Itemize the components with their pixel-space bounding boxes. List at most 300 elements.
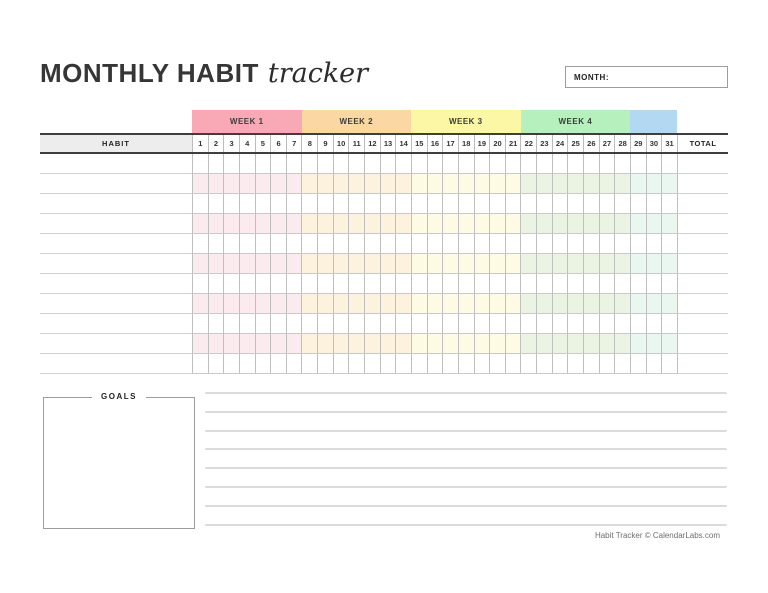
- day-cell-31[interactable]: [661, 174, 677, 194]
- day-cell-26[interactable]: [583, 354, 599, 374]
- notes-line[interactable]: [205, 486, 727, 488]
- day-cell-18[interactable]: [458, 354, 474, 374]
- day-cell-26[interactable]: [583, 314, 599, 334]
- day-cell-3[interactable]: [223, 274, 239, 294]
- day-cell-23[interactable]: [536, 294, 552, 314]
- day-cell-31[interactable]: [661, 274, 677, 294]
- day-cell-4[interactable]: [239, 154, 255, 174]
- day-cell-3[interactable]: [223, 214, 239, 234]
- day-cell-14[interactable]: [395, 254, 411, 274]
- day-cell-4[interactable]: [239, 194, 255, 214]
- day-cell-12[interactable]: [364, 174, 380, 194]
- day-cell-3[interactable]: [223, 234, 239, 254]
- day-cell-10[interactable]: [333, 314, 349, 334]
- day-cell-31[interactable]: [661, 314, 677, 334]
- day-cell-28[interactable]: [614, 274, 630, 294]
- notes-line[interactable]: [205, 505, 727, 507]
- day-cell-16[interactable]: [427, 294, 443, 314]
- day-cell-4[interactable]: [239, 354, 255, 374]
- day-cell-15[interactable]: [411, 214, 427, 234]
- day-cell-12[interactable]: [364, 334, 380, 354]
- day-cell-19[interactable]: [474, 174, 490, 194]
- day-cell-6[interactable]: [270, 154, 286, 174]
- day-cell-25[interactable]: [567, 174, 583, 194]
- day-cell-24[interactable]: [552, 354, 568, 374]
- day-cell-24[interactable]: [552, 194, 568, 214]
- habit-name-cell[interactable]: [40, 274, 192, 294]
- goals-box[interactable]: [43, 392, 195, 529]
- day-cell-17[interactable]: [442, 294, 458, 314]
- day-cell-7[interactable]: [286, 314, 302, 334]
- day-cell-28[interactable]: [614, 234, 630, 254]
- day-cell-4[interactable]: [239, 274, 255, 294]
- day-cell-5[interactable]: [255, 214, 271, 234]
- day-cell-16[interactable]: [427, 314, 443, 334]
- day-cell-21[interactable]: [505, 354, 521, 374]
- day-cell-3[interactable]: [223, 354, 239, 374]
- day-cell-24[interactable]: [552, 174, 568, 194]
- day-cell-7[interactable]: [286, 254, 302, 274]
- day-cell-19[interactable]: [474, 254, 490, 274]
- day-cell-16[interactable]: [427, 174, 443, 194]
- day-cell-26[interactable]: [583, 254, 599, 274]
- day-cell-20[interactable]: [489, 234, 505, 254]
- day-cell-11[interactable]: [348, 294, 364, 314]
- day-cell-29[interactable]: [630, 314, 646, 334]
- day-cell-17[interactable]: [442, 334, 458, 354]
- day-cell-18[interactable]: [458, 334, 474, 354]
- total-cell[interactable]: [677, 194, 728, 214]
- total-cell[interactable]: [677, 174, 728, 194]
- day-cell-14[interactable]: [395, 194, 411, 214]
- day-cell-22[interactable]: [520, 274, 536, 294]
- day-cell-21[interactable]: [505, 294, 521, 314]
- day-cell-20[interactable]: [489, 354, 505, 374]
- day-cell-8[interactable]: [301, 274, 317, 294]
- day-cell-11[interactable]: [348, 174, 364, 194]
- day-cell-3[interactable]: [223, 174, 239, 194]
- day-cell-9[interactable]: [317, 314, 333, 334]
- total-cell[interactable]: [677, 214, 728, 234]
- day-cell-20[interactable]: [489, 334, 505, 354]
- day-cell-1[interactable]: [192, 214, 208, 234]
- day-cell-26[interactable]: [583, 234, 599, 254]
- notes-line[interactable]: [205, 524, 727, 526]
- day-cell-6[interactable]: [270, 354, 286, 374]
- notes-line[interactable]: [205, 448, 727, 450]
- day-cell-18[interactable]: [458, 274, 474, 294]
- day-cell-19[interactable]: [474, 194, 490, 214]
- day-cell-1[interactable]: [192, 294, 208, 314]
- day-cell-13[interactable]: [380, 234, 396, 254]
- notes-line[interactable]: [205, 392, 727, 394]
- day-cell-2[interactable]: [208, 274, 224, 294]
- day-cell-19[interactable]: [474, 334, 490, 354]
- day-cell-25[interactable]: [567, 254, 583, 274]
- day-cell-17[interactable]: [442, 214, 458, 234]
- day-cell-3[interactable]: [223, 294, 239, 314]
- day-cell-13[interactable]: [380, 314, 396, 334]
- day-cell-22[interactable]: [520, 334, 536, 354]
- day-cell-5[interactable]: [255, 314, 271, 334]
- day-cell-16[interactable]: [427, 234, 443, 254]
- day-cell-17[interactable]: [442, 194, 458, 214]
- day-cell-7[interactable]: [286, 234, 302, 254]
- day-cell-27[interactable]: [599, 334, 615, 354]
- day-cell-16[interactable]: [427, 334, 443, 354]
- day-cell-5[interactable]: [255, 194, 271, 214]
- day-cell-3[interactable]: [223, 314, 239, 334]
- day-cell-29[interactable]: [630, 194, 646, 214]
- day-cell-14[interactable]: [395, 314, 411, 334]
- day-cell-1[interactable]: [192, 354, 208, 374]
- day-cell-26[interactable]: [583, 194, 599, 214]
- day-cell-7[interactable]: [286, 334, 302, 354]
- day-cell-15[interactable]: [411, 314, 427, 334]
- day-cell-19[interactable]: [474, 274, 490, 294]
- day-cell-16[interactable]: [427, 354, 443, 374]
- day-cell-7[interactable]: [286, 354, 302, 374]
- day-cell-11[interactable]: [348, 194, 364, 214]
- day-cell-26[interactable]: [583, 154, 599, 174]
- notes-line[interactable]: [205, 467, 727, 469]
- habit-name-cell[interactable]: [40, 174, 192, 194]
- habit-name-cell[interactable]: [40, 194, 192, 214]
- day-cell-12[interactable]: [364, 274, 380, 294]
- day-cell-30[interactable]: [646, 154, 662, 174]
- day-cell-29[interactable]: [630, 294, 646, 314]
- day-cell-27[interactable]: [599, 214, 615, 234]
- day-cell-7[interactable]: [286, 174, 302, 194]
- day-cell-19[interactable]: [474, 354, 490, 374]
- day-cell-25[interactable]: [567, 274, 583, 294]
- day-cell-9[interactable]: [317, 274, 333, 294]
- day-cell-24[interactable]: [552, 254, 568, 274]
- day-cell-15[interactable]: [411, 354, 427, 374]
- day-cell-24[interactable]: [552, 294, 568, 314]
- day-cell-19[interactable]: [474, 314, 490, 334]
- total-cell[interactable]: [677, 274, 728, 294]
- day-cell-25[interactable]: [567, 334, 583, 354]
- day-cell-6[interactable]: [270, 234, 286, 254]
- day-cell-31[interactable]: [661, 294, 677, 314]
- day-cell-17[interactable]: [442, 274, 458, 294]
- day-cell-3[interactable]: [223, 154, 239, 174]
- day-cell-27[interactable]: [599, 194, 615, 214]
- day-cell-6[interactable]: [270, 314, 286, 334]
- day-cell-3[interactable]: [223, 194, 239, 214]
- day-cell-29[interactable]: [630, 234, 646, 254]
- day-cell-6[interactable]: [270, 294, 286, 314]
- day-cell-12[interactable]: [364, 354, 380, 374]
- day-cell-2[interactable]: [208, 314, 224, 334]
- day-cell-30[interactable]: [646, 334, 662, 354]
- day-cell-11[interactable]: [348, 154, 364, 174]
- day-cell-3[interactable]: [223, 254, 239, 274]
- day-cell-18[interactable]: [458, 234, 474, 254]
- day-cell-22[interactable]: [520, 314, 536, 334]
- day-cell-11[interactable]: [348, 274, 364, 294]
- day-cell-17[interactable]: [442, 254, 458, 274]
- day-cell-14[interactable]: [395, 214, 411, 234]
- day-cell-17[interactable]: [442, 234, 458, 254]
- day-cell-20[interactable]: [489, 214, 505, 234]
- day-cell-14[interactable]: [395, 354, 411, 374]
- day-cell-19[interactable]: [474, 234, 490, 254]
- day-cell-2[interactable]: [208, 254, 224, 274]
- day-cell-15[interactable]: [411, 154, 427, 174]
- day-cell-23[interactable]: [536, 274, 552, 294]
- month-input[interactable]: [609, 67, 727, 87]
- day-cell-24[interactable]: [552, 274, 568, 294]
- day-cell-14[interactable]: [395, 234, 411, 254]
- day-cell-4[interactable]: [239, 294, 255, 314]
- day-cell-14[interactable]: [395, 334, 411, 354]
- day-cell-31[interactable]: [661, 214, 677, 234]
- day-cell-25[interactable]: [567, 154, 583, 174]
- day-cell-8[interactable]: [301, 154, 317, 174]
- notes-line[interactable]: [205, 430, 727, 432]
- day-cell-21[interactable]: [505, 174, 521, 194]
- day-cell-21[interactable]: [505, 314, 521, 334]
- habit-name-cell[interactable]: [40, 214, 192, 234]
- day-cell-20[interactable]: [489, 254, 505, 274]
- day-cell-12[interactable]: [364, 314, 380, 334]
- day-cell-9[interactable]: [317, 154, 333, 174]
- day-cell-29[interactable]: [630, 214, 646, 234]
- day-cell-26[interactable]: [583, 294, 599, 314]
- day-cell-13[interactable]: [380, 214, 396, 234]
- day-cell-4[interactable]: [239, 314, 255, 334]
- day-cell-6[interactable]: [270, 174, 286, 194]
- day-cell-12[interactable]: [364, 234, 380, 254]
- day-cell-13[interactable]: [380, 194, 396, 214]
- day-cell-21[interactable]: [505, 214, 521, 234]
- day-cell-31[interactable]: [661, 194, 677, 214]
- notes-line[interactable]: [205, 411, 727, 413]
- day-cell-28[interactable]: [614, 314, 630, 334]
- day-cell-28[interactable]: [614, 334, 630, 354]
- day-cell-8[interactable]: [301, 254, 317, 274]
- day-cell-2[interactable]: [208, 334, 224, 354]
- day-cell-20[interactable]: [489, 294, 505, 314]
- day-cell-13[interactable]: [380, 174, 396, 194]
- day-cell-17[interactable]: [442, 354, 458, 374]
- day-cell-1[interactable]: [192, 274, 208, 294]
- day-cell-8[interactable]: [301, 334, 317, 354]
- day-cell-4[interactable]: [239, 334, 255, 354]
- day-cell-3[interactable]: [223, 334, 239, 354]
- day-cell-30[interactable]: [646, 294, 662, 314]
- day-cell-8[interactable]: [301, 314, 317, 334]
- day-cell-4[interactable]: [239, 234, 255, 254]
- day-cell-27[interactable]: [599, 274, 615, 294]
- day-cell-30[interactable]: [646, 174, 662, 194]
- day-cell-22[interactable]: [520, 234, 536, 254]
- day-cell-16[interactable]: [427, 274, 443, 294]
- day-cell-8[interactable]: [301, 234, 317, 254]
- day-cell-25[interactable]: [567, 214, 583, 234]
- day-cell-29[interactable]: [630, 354, 646, 374]
- day-cell-21[interactable]: [505, 154, 521, 174]
- total-cell[interactable]: [677, 334, 728, 354]
- habit-name-cell[interactable]: [40, 334, 192, 354]
- day-cell-20[interactable]: [489, 194, 505, 214]
- day-cell-10[interactable]: [333, 334, 349, 354]
- day-cell-28[interactable]: [614, 214, 630, 234]
- day-cell-15[interactable]: [411, 274, 427, 294]
- day-cell-5[interactable]: [255, 334, 271, 354]
- day-cell-13[interactable]: [380, 254, 396, 274]
- day-cell-10[interactable]: [333, 294, 349, 314]
- day-cell-12[interactable]: [364, 254, 380, 274]
- day-cell-17[interactable]: [442, 154, 458, 174]
- day-cell-27[interactable]: [599, 154, 615, 174]
- day-cell-22[interactable]: [520, 214, 536, 234]
- day-cell-26[interactable]: [583, 274, 599, 294]
- day-cell-8[interactable]: [301, 214, 317, 234]
- day-cell-2[interactable]: [208, 234, 224, 254]
- day-cell-9[interactable]: [317, 334, 333, 354]
- day-cell-18[interactable]: [458, 254, 474, 274]
- day-cell-25[interactable]: [567, 234, 583, 254]
- day-cell-18[interactable]: [458, 174, 474, 194]
- day-cell-18[interactable]: [458, 314, 474, 334]
- day-cell-9[interactable]: [317, 214, 333, 234]
- day-cell-7[interactable]: [286, 214, 302, 234]
- day-cell-28[interactable]: [614, 354, 630, 374]
- day-cell-28[interactable]: [614, 174, 630, 194]
- day-cell-21[interactable]: [505, 334, 521, 354]
- day-cell-6[interactable]: [270, 334, 286, 354]
- day-cell-2[interactable]: [208, 294, 224, 314]
- day-cell-27[interactable]: [599, 354, 615, 374]
- day-cell-23[interactable]: [536, 154, 552, 174]
- day-cell-27[interactable]: [599, 234, 615, 254]
- day-cell-7[interactable]: [286, 274, 302, 294]
- day-cell-14[interactable]: [395, 274, 411, 294]
- day-cell-24[interactable]: [552, 154, 568, 174]
- day-cell-19[interactable]: [474, 154, 490, 174]
- day-cell-29[interactable]: [630, 174, 646, 194]
- day-cell-11[interactable]: [348, 214, 364, 234]
- day-cell-18[interactable]: [458, 194, 474, 214]
- day-cell-5[interactable]: [255, 234, 271, 254]
- total-cell[interactable]: [677, 254, 728, 274]
- day-cell-23[interactable]: [536, 354, 552, 374]
- day-cell-20[interactable]: [489, 314, 505, 334]
- day-cell-21[interactable]: [505, 274, 521, 294]
- habit-name-cell[interactable]: [40, 234, 192, 254]
- habit-name-cell[interactable]: [40, 314, 192, 334]
- day-cell-18[interactable]: [458, 214, 474, 234]
- day-cell-30[interactable]: [646, 274, 662, 294]
- day-cell-22[interactable]: [520, 154, 536, 174]
- day-cell-25[interactable]: [567, 294, 583, 314]
- day-cell-21[interactable]: [505, 254, 521, 274]
- day-cell-23[interactable]: [536, 314, 552, 334]
- day-cell-10[interactable]: [333, 234, 349, 254]
- day-cell-2[interactable]: [208, 174, 224, 194]
- day-cell-11[interactable]: [348, 334, 364, 354]
- day-cell-30[interactable]: [646, 194, 662, 214]
- day-cell-5[interactable]: [255, 274, 271, 294]
- day-cell-13[interactable]: [380, 274, 396, 294]
- day-cell-9[interactable]: [317, 294, 333, 314]
- day-cell-24[interactable]: [552, 234, 568, 254]
- day-cell-23[interactable]: [536, 234, 552, 254]
- day-cell-6[interactable]: [270, 274, 286, 294]
- day-cell-15[interactable]: [411, 234, 427, 254]
- total-cell[interactable]: [677, 314, 728, 334]
- day-cell-10[interactable]: [333, 274, 349, 294]
- day-cell-12[interactable]: [364, 294, 380, 314]
- day-cell-23[interactable]: [536, 194, 552, 214]
- day-cell-10[interactable]: [333, 254, 349, 274]
- day-cell-12[interactable]: [364, 194, 380, 214]
- day-cell-13[interactable]: [380, 294, 396, 314]
- day-cell-11[interactable]: [348, 234, 364, 254]
- day-cell-8[interactable]: [301, 354, 317, 374]
- day-cell-28[interactable]: [614, 194, 630, 214]
- day-cell-1[interactable]: [192, 174, 208, 194]
- day-cell-29[interactable]: [630, 334, 646, 354]
- day-cell-23[interactable]: [536, 214, 552, 234]
- day-cell-28[interactable]: [614, 294, 630, 314]
- day-cell-30[interactable]: [646, 234, 662, 254]
- day-cell-1[interactable]: [192, 254, 208, 274]
- day-cell-5[interactable]: [255, 254, 271, 274]
- day-cell-22[interactable]: [520, 254, 536, 274]
- day-cell-5[interactable]: [255, 294, 271, 314]
- day-cell-12[interactable]: [364, 214, 380, 234]
- day-cell-1[interactable]: [192, 314, 208, 334]
- day-cell-16[interactable]: [427, 154, 443, 174]
- day-cell-1[interactable]: [192, 334, 208, 354]
- day-cell-22[interactable]: [520, 174, 536, 194]
- day-cell-5[interactable]: [255, 174, 271, 194]
- day-cell-24[interactable]: [552, 314, 568, 334]
- day-cell-30[interactable]: [646, 354, 662, 374]
- day-cell-25[interactable]: [567, 194, 583, 214]
- day-cell-30[interactable]: [646, 214, 662, 234]
- day-cell-21[interactable]: [505, 194, 521, 214]
- day-cell-4[interactable]: [239, 214, 255, 234]
- day-cell-26[interactable]: [583, 174, 599, 194]
- total-cell[interactable]: [677, 234, 728, 254]
- day-cell-28[interactable]: [614, 254, 630, 274]
- day-cell-10[interactable]: [333, 174, 349, 194]
- day-cell-10[interactable]: [333, 354, 349, 374]
- day-cell-13[interactable]: [380, 354, 396, 374]
- day-cell-26[interactable]: [583, 334, 599, 354]
- day-cell-17[interactable]: [442, 314, 458, 334]
- day-cell-2[interactable]: [208, 154, 224, 174]
- day-cell-15[interactable]: [411, 294, 427, 314]
- day-cell-16[interactable]: [427, 194, 443, 214]
- day-cell-8[interactable]: [301, 174, 317, 194]
- day-cell-20[interactable]: [489, 274, 505, 294]
- day-cell-24[interactable]: [552, 334, 568, 354]
- day-cell-9[interactable]: [317, 174, 333, 194]
- habit-name-cell[interactable]: [40, 254, 192, 274]
- day-cell-27[interactable]: [599, 254, 615, 274]
- day-cell-9[interactable]: [317, 234, 333, 254]
- day-cell-10[interactable]: [333, 214, 349, 234]
- day-cell-9[interactable]: [317, 194, 333, 214]
- day-cell-15[interactable]: [411, 254, 427, 274]
- day-cell-6[interactable]: [270, 194, 286, 214]
